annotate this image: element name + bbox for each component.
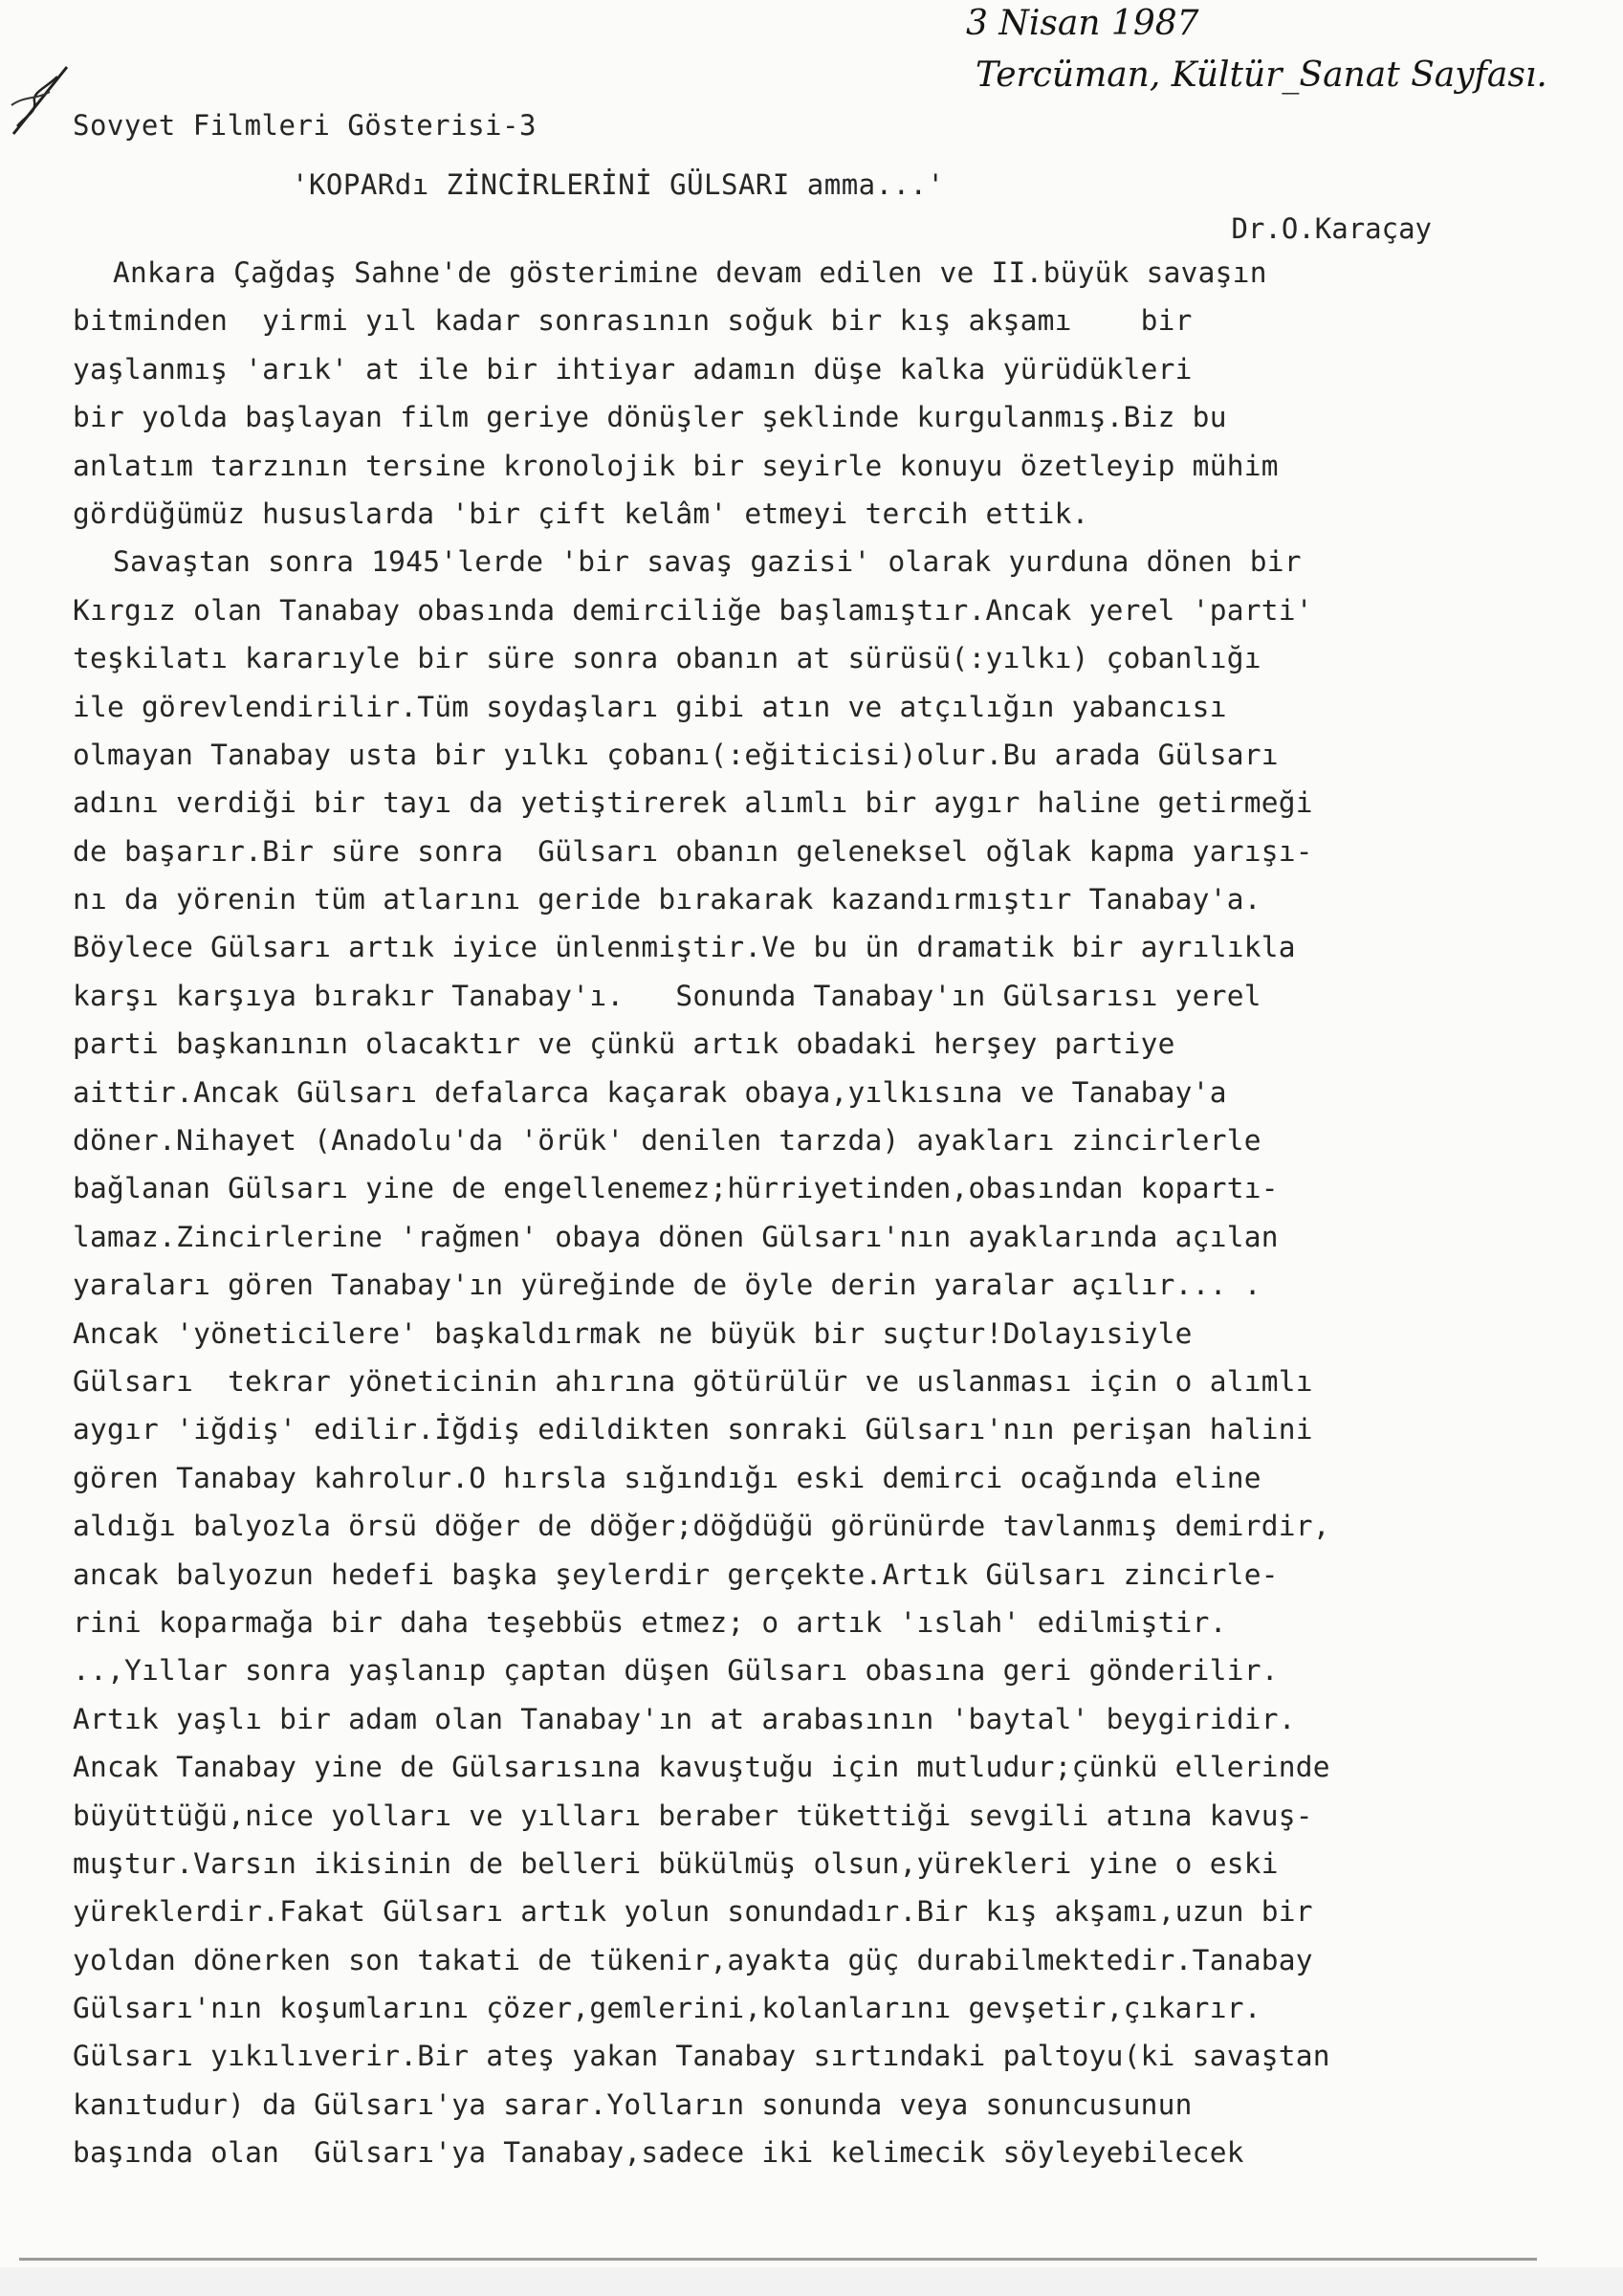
body-line: bir yolda başlayan film geriye dönüşler şeklinde kurgulanmış.Biz bu bbox=[73, 401, 1227, 434]
body-line: Kırgız olan Tanabay obasında demirciliğe başlamıştır.Ancak yerel 'parti' bbox=[73, 593, 1313, 627]
article-body bbox=[73, 249, 1546, 2177]
body-line: de başarır.Bir süre sonra Gülsarı obanın geleneksel oğlak kapma yarışı- bbox=[73, 834, 1313, 868]
body-line: Ancak 'yöneticilere' başkaldırmak ne büyük bir suçtur!Dolayısiyle bbox=[73, 1316, 1193, 1350]
body-line: gördüğümüz hususlarda 'bir çift kelâm' etmeyi tercih ettik. bbox=[73, 497, 1089, 530]
author-name: Dr.O.Karaçay bbox=[1231, 212, 1432, 245]
body-line: Ankara Çağdaş Sahne'de gösterimine devam edilen ve II.büyük savaşın bbox=[113, 256, 1267, 289]
body-line: adını verdiği bir tayı da yetiştirerek alımlı bir aygır haline getirmeği bbox=[73, 786, 1313, 820]
article-title: 'KOPARdı ZİNCİRLERİNİ GÜLSARI amma...' bbox=[292, 168, 945, 201]
body-line: nı da yörenin tüm atlarını geride bırakarak kazandırmıştır Tanabay'a. bbox=[73, 883, 1261, 916]
body-line: başında olan Gülsarı'ya Tanabay,sadece iki kelimecik söyleyebilecek bbox=[73, 2136, 1244, 2170]
body-line: muştur.Varsın ikisinin de belleri bükülmüş olsun,yürekleri yine o eski bbox=[73, 1846, 1279, 1880]
handwritten-date: 3 Nisan 1987 bbox=[966, 4, 1199, 43]
body-line: döner.Nihayet (Anadolu'da 'örük' denilen tarzda) ayakları zincirlerle bbox=[73, 1124, 1261, 1158]
page-bottom-edge bbox=[0, 2267, 1623, 2296]
body-line: Ancak Tanabay yine de Gülsarısına kavuştuğu için mutludur;çünkü ellerinde bbox=[73, 1751, 1330, 1784]
body-line: aygır 'iğdiş' edilir.İğdiş edildikten sonraki Gülsarı'nın perişan halini bbox=[73, 1413, 1313, 1446]
body-line: Artık yaşlı bir adam olan Tanabay'ın at arabasının 'baytal' beygiridir. bbox=[73, 1702, 1296, 1735]
body-line: lamaz.Zincirlerine 'rağmen' obaya dönen Gülsarı'nın ayaklarında açılan bbox=[73, 1220, 1279, 1253]
page-bottom-rule bbox=[19, 2258, 1537, 2261]
body-line: yaraları gören Tanabay'ın yüreğinde de öyle derin yaralar açılır... . bbox=[73, 1269, 1261, 1302]
body-line: bitminden yirmi yıl kadar sonrasının soğuk bir kış akşamı bir bbox=[73, 304, 1193, 338]
body-line: teşkilatı kararıyle bir süre sonra obanın at sürüsü(:yılkı) çobanlığı bbox=[73, 642, 1261, 675]
body-line: aittir.Ancak Gülsarı defalarca kaçarak obaya,yılkısına ve Tanabay'a bbox=[73, 1075, 1227, 1109]
body-line: Gülsarı tekrar yöneticinin ahırına götürülür ve uslanması için o alımlı bbox=[73, 1364, 1313, 1398]
body-line: Böylece Gülsarı artık iyice ünlenmiştir.Ve bu ün dramatik bir ayrılıkla bbox=[73, 931, 1296, 964]
handwritten-source: Tercüman, Kültür_Sanat Sayfası. bbox=[976, 55, 1547, 95]
body-line: anlatım tarzının tersine kronolojik bir seyirle konuyu özetleyip mühim bbox=[73, 449, 1279, 482]
body-line: Gülsarı'nın koşumlarını çözer,gemlerini,kolanlarını gevşetir,çıkarır. bbox=[73, 1992, 1261, 2025]
body-line: ..,Yıllar sonra yaşlanıp çaptan düşen Gülsarı obasına geri gönderilir. bbox=[73, 1654, 1279, 1688]
body-line: Savaştan sonra 1945'lerde 'bir savaş gazisi' olarak yurduna dönen bir bbox=[113, 545, 1302, 579]
body-line: olmayan Tanabay usta bir yılkı çobanı(:eğiticisi)olur.Bu arada Gülsarı bbox=[73, 738, 1279, 771]
body-line: ile görevlendirilir.Tüm soydaşları gibi atın ve atçılığın yabancısı bbox=[73, 690, 1227, 723]
body-line: kanıtudur) da Gülsarı'ya sarar.Yolların sonunda veya sonuncusunun bbox=[73, 2087, 1193, 2121]
body-line: Gülsarı yıkılıverir.Bir ateş yakan Tanabay sırtındaki paltoyu(ki savaştan bbox=[73, 2040, 1330, 2073]
body-line: büyüttüğü,nice yolları ve yılları beraber tükettiği sevgili atına kavuş- bbox=[73, 1799, 1313, 1832]
body-line: parti başkanının olacaktır ve çünkü artık obadaki herşey partiye bbox=[73, 1027, 1175, 1061]
body-line: rini koparmağa bir daha teşebbüs etmez; o artık 'ıslah' edilmiştir. bbox=[73, 1605, 1227, 1639]
body-line: ancak balyozun hedefi başka şeylerdir gerçekte.Artık Gülsarı zincirle- bbox=[73, 1557, 1279, 1591]
body-line: aldığı balyozla örsü döğer de döğer;döğdüğü görünürde tavlanmış demirdir, bbox=[73, 1510, 1330, 1543]
body-line: gören Tanabay kahrolur.O hırsla sığındığı eski demirci ocağında eline bbox=[73, 1461, 1261, 1494]
body-line: bağlanan Gülsarı yine de engellenemez;hürriyetinden,obasından kopartı- bbox=[73, 1172, 1279, 1205]
body-line: yoldan dönerken son takati de tükenir,ayakta güç durabilmektedir.Tanabay bbox=[73, 1943, 1313, 1976]
page-heading: Sovyet Filmleri Gösterisi-3 bbox=[73, 109, 537, 142]
body-line: yaşlanmış 'arık' at ile bir ihtiyar adamın düşe kalka yürüdükleri bbox=[73, 352, 1193, 386]
body-line: karşı karşıya bırakır Tanabay'ı. Sonunda Tanabay'ın Gülsarısı yerel bbox=[73, 979, 1261, 1012]
body-line: yüreklerdir.Fakat Gülsarı artık yolun sonundadır.Bir kış akşamı,uzun bir bbox=[73, 1895, 1313, 1929]
